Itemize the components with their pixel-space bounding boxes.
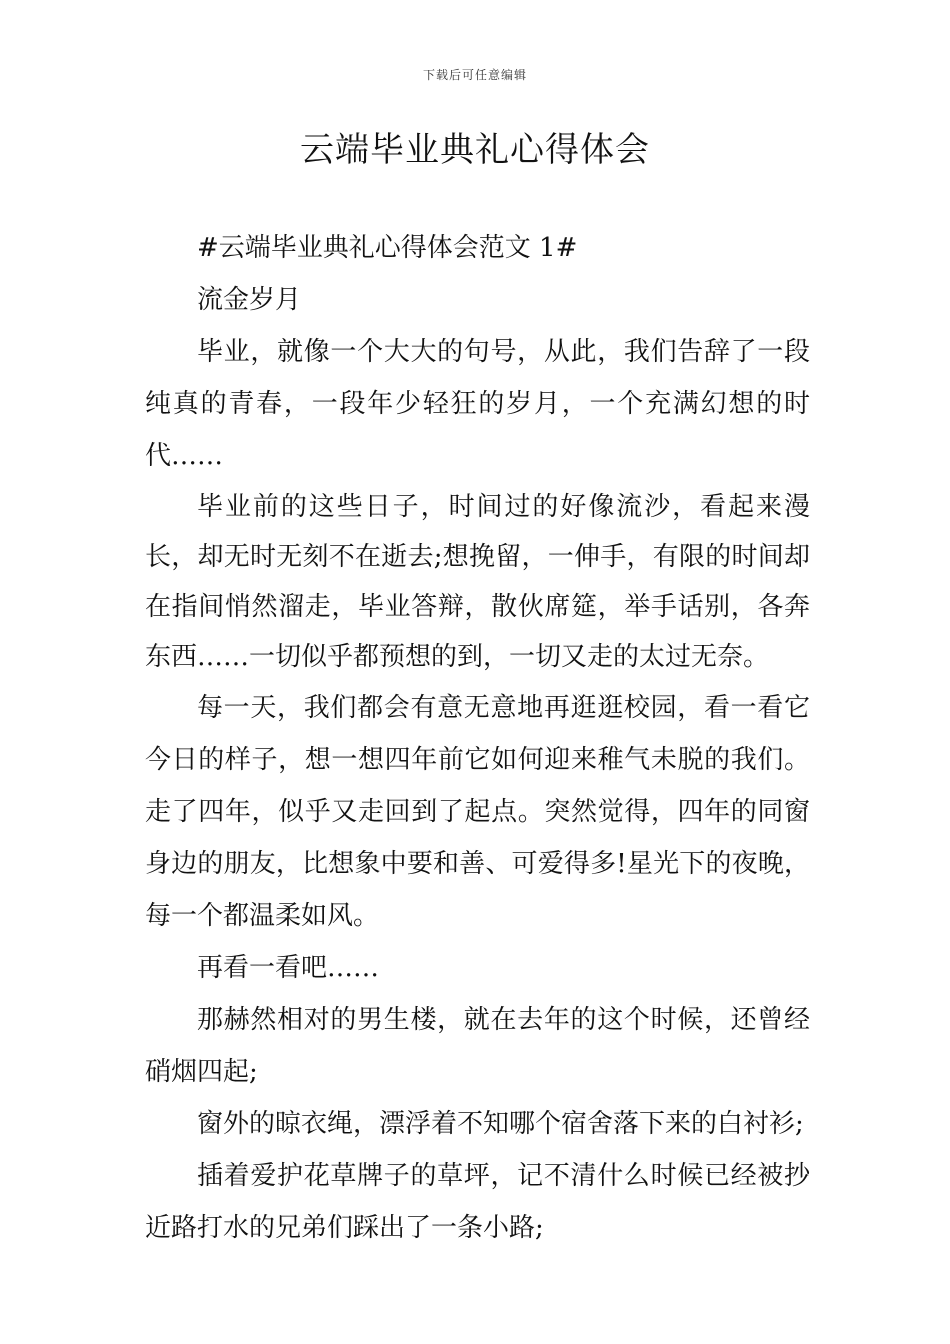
paragraph: 再看一看吧……: [197, 953, 380, 983]
paragraph: 毕业前的这些日子，时间过的好像流沙，看起来漫长，却无时无刻不在逝去;想挽留，一伸手，有限的时间却在指间悄然溜走，毕业答辩，散伙席筵，举手话别，各奔东西……一切似乎都预想的到，一切又走的太过无奈。: [145, 492, 810, 672]
paragraph: 每一天，我们都会有意无意地再逛逛校园，看一看它今日的样子，想一想四年前它如何迎来稚气未脱的我们。走了四年，似乎又走回到了起点。突然觉得，四年的同窗身边的朋友，比想象中要和善、可爱得多!星光下的夜晚，每一个都温柔如风。: [145, 693, 810, 931]
paragraph: 插着爱护花草牌子的草坪，记不清什么时候已经被抄近路打水的兄弟们踩出了一条小路;: [145, 1161, 810, 1243]
essay-title: 流金岁月: [197, 285, 302, 315]
section-heading: #云端毕业典礼心得体会范文 1#: [197, 233, 578, 263]
document-body: [145, 222, 810, 1254]
paragraph: 毕业，就像一个大大的句号，从此，我们告辞了一段纯真的青春，一段年少轻狂的岁月，一个充满幻想的时代……: [145, 337, 810, 471]
document-title: 云端毕业典礼心得体会: [300, 130, 650, 170]
header-note: 下载后可任意编辑: [422, 68, 527, 82]
paragraph: 那赫然相对的男生楼，就在去年的这个时候，还曾经硝烟四起;: [145, 1005, 810, 1087]
paragraph: 窗外的晾衣绳，漂浮着不知哪个宿舍落下来的白衬衫;: [197, 1109, 804, 1139]
